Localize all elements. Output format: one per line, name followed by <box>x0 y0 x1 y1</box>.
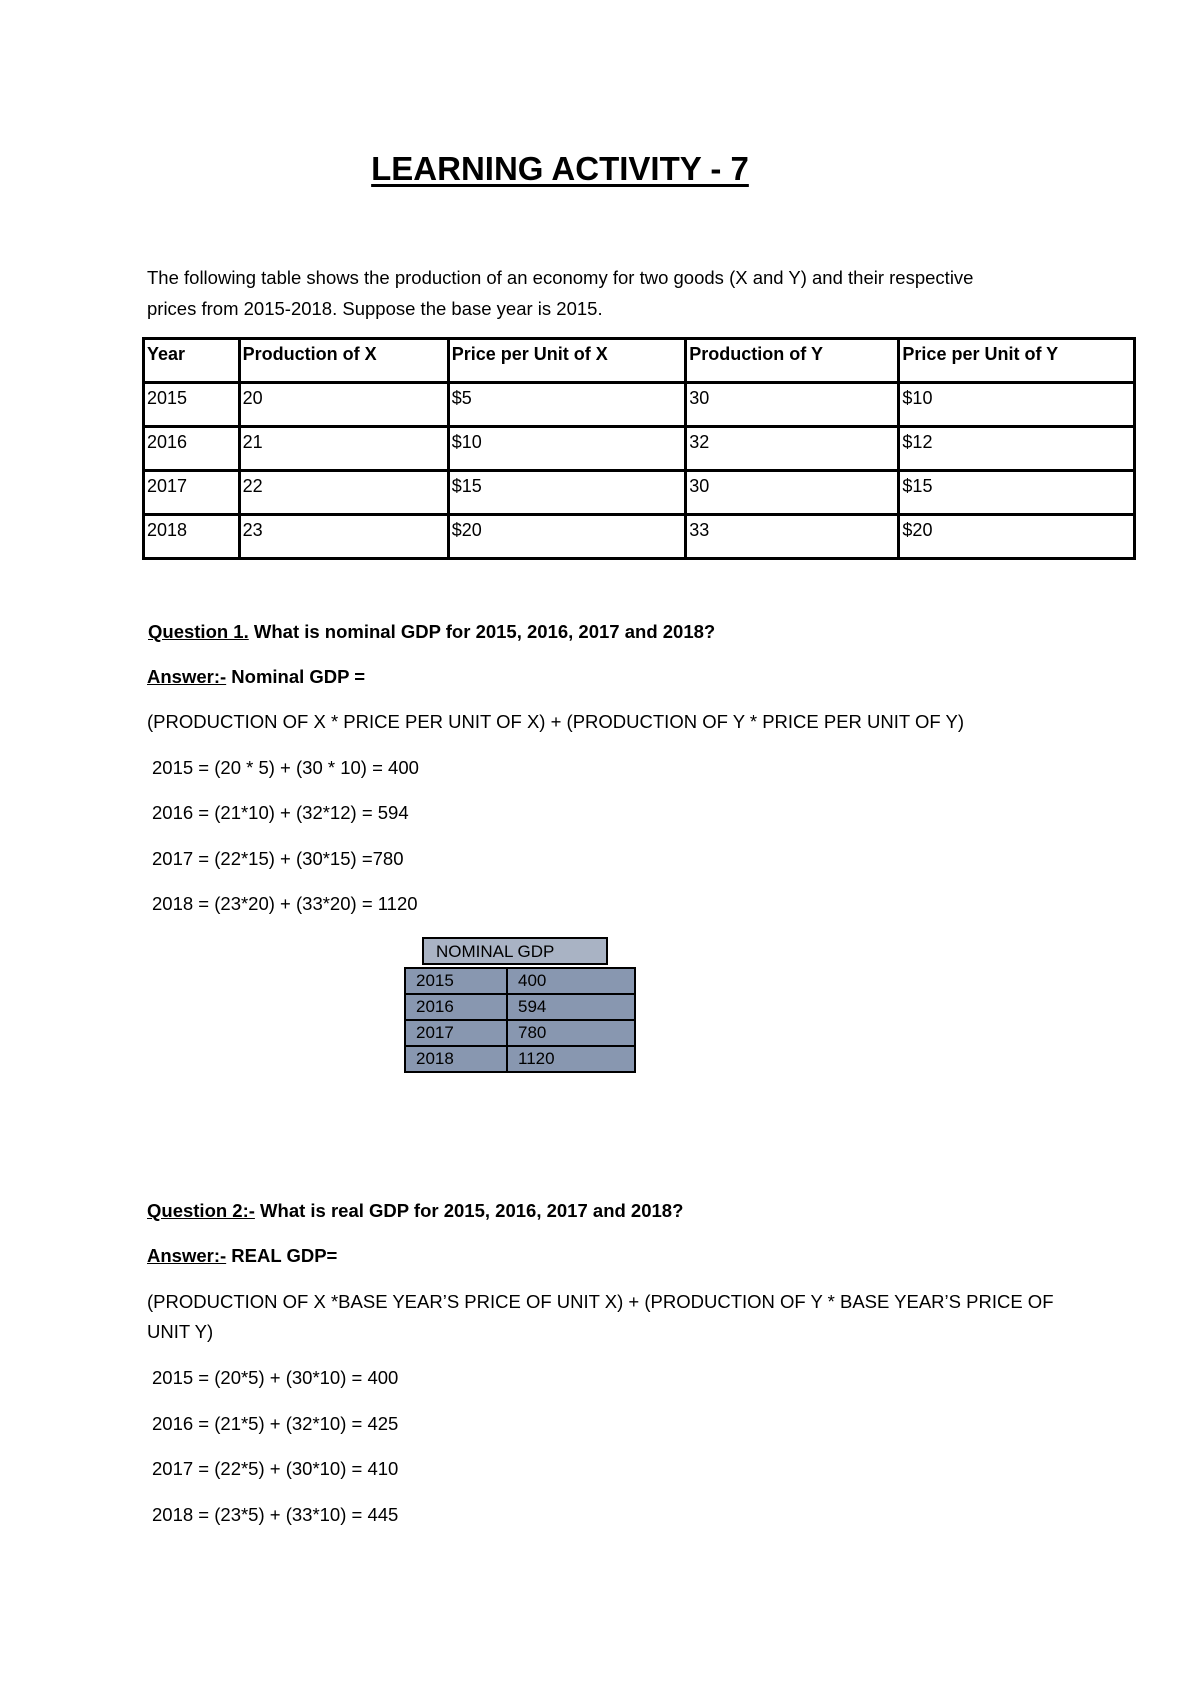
answer-2-label: Answer:- <box>147 1245 227 1266</box>
intro-line-2: prices from 2015-2018. Suppose the base year is 2015. <box>147 298 603 319</box>
header-price-x: Price per Unit of X <box>448 339 686 383</box>
nominal-calc-line: 2017 = (22*15) + (30*15) =780 <box>152 848 404 869</box>
question-2-text: What is real GDP for 2015, 2016, 2017 and 2018? <box>254 1200 684 1221</box>
real-calc-line: 2015 = (20*5) + (30*10) = 400 <box>152 1367 399 1388</box>
table-cell: 21 <box>239 427 448 471</box>
answer-1-label: Answer:- <box>147 666 227 687</box>
real-gdp-formula-line-1: (PRODUCTION OF X *BASE YEAR’S PRICE OF UNIT X) + (PRODUCTION OF Y * BASE YEAR’S PRICE OF <box>147 1291 1054 1312</box>
header-year: Year <box>144 339 240 383</box>
nominal-gdp-table <box>404 967 636 1073</box>
table-cell: 2018 <box>405 1046 507 1072</box>
table-cell: 33 <box>686 515 899 559</box>
table-row <box>144 427 1135 471</box>
table-cell: 400 <box>507 968 635 994</box>
real-calc-line: 2017 = (22*5) + (30*10) = 410 <box>152 1458 399 1479</box>
table-row <box>405 1046 635 1072</box>
table-cell: 2017 <box>144 471 240 515</box>
production-table <box>142 337 1136 560</box>
table-cell: 23 <box>239 515 448 559</box>
table-header-row <box>144 339 1135 383</box>
table-cell: 30 <box>686 383 899 427</box>
page-title: LEARNING ACTIVITY - 7 <box>371 150 749 187</box>
question-2 <box>147 1200 683 1222</box>
question-1-label: Question 1. <box>148 621 249 642</box>
table-cell: 20 <box>239 383 448 427</box>
table-row <box>405 968 635 994</box>
table-cell: 2018 <box>144 515 240 559</box>
table-cell: 594 <box>507 994 635 1020</box>
nominal-calc-line: 2016 = (21*10) + (32*12) = 594 <box>152 802 409 823</box>
header-production-x: Production of X <box>239 339 448 383</box>
table-cell: 2016 <box>405 994 507 1020</box>
answer-1 <box>147 666 365 688</box>
table-cell: $12 <box>899 427 1135 471</box>
table-cell: 2017 <box>405 1020 507 1046</box>
question-2-label: Question 2:- <box>147 1200 255 1221</box>
table-cell: 2016 <box>144 427 240 471</box>
header-production-y: Production of Y <box>686 339 899 383</box>
table-cell: $15 <box>899 471 1135 515</box>
table-cell: 30 <box>686 471 899 515</box>
table-cell: 2015 <box>144 383 240 427</box>
intro-paragraph <box>147 262 1107 324</box>
table-cell: 2015 <box>405 968 507 994</box>
table-row <box>144 383 1135 427</box>
nominal-calc-line: 2018 = (23*20) + (33*20) = 1120 <box>152 893 418 914</box>
table-cell: $15 <box>448 471 686 515</box>
question-1 <box>148 621 715 643</box>
table-cell: 1120 <box>507 1046 635 1072</box>
answer-2-text: REAL GDP= <box>226 1245 338 1266</box>
real-gdp-formula-line-2: UNIT Y) <box>147 1321 214 1342</box>
intro-line-1: The following table shows the production of an economy for two goods (X and Y) and their respective <box>147 267 974 288</box>
answer-2 <box>147 1245 337 1267</box>
answer-1-text: Nominal GDP = <box>226 666 366 687</box>
table-cell: $10 <box>899 383 1135 427</box>
table-cell: 780 <box>507 1020 635 1046</box>
question-1-text: What is nominal GDP for 2015, 2016, 2017 and 2018? <box>248 621 716 642</box>
table-cell: $5 <box>448 383 686 427</box>
nominal-gdp-table-header: NOMINAL GDP <box>422 937 608 965</box>
table-cell: $20 <box>899 515 1135 559</box>
table-cell: $10 <box>448 427 686 471</box>
table-row <box>405 994 635 1020</box>
nominal-calc-line: 2015 = (20 * 5) + (30 * 10) = 400 <box>152 757 419 778</box>
header-price-y: Price per Unit of Y <box>899 339 1135 383</box>
table-cell: 22 <box>239 471 448 515</box>
table-cell: 32 <box>686 427 899 471</box>
real-calc-line: 2018 = (23*5) + (33*10) = 445 <box>152 1504 399 1525</box>
table-cell: $20 <box>448 515 686 559</box>
table-row <box>405 1020 635 1046</box>
table-row <box>144 515 1135 559</box>
nominal-gdp-formula: (PRODUCTION OF X * PRICE PER UNIT OF X) + (PRODUCTION OF Y * PRICE PER UNIT OF Y) <box>147 711 965 732</box>
real-calc-line: 2016 = (21*5) + (32*10) = 425 <box>152 1413 399 1434</box>
table-row <box>144 471 1135 515</box>
